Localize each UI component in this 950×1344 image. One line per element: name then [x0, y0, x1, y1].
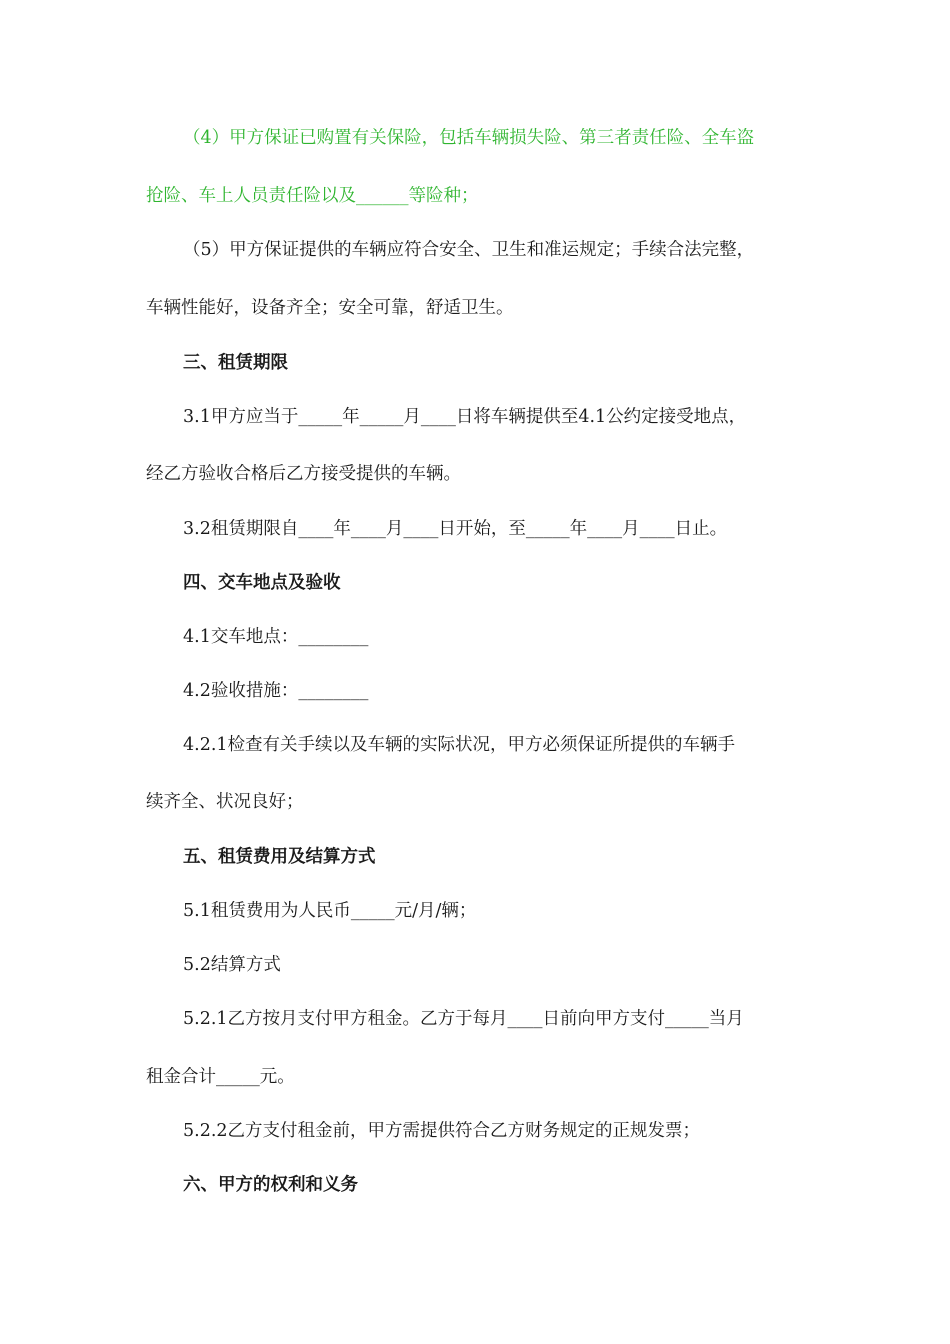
- clause-4-2: 4.2验收措施：________: [183, 681, 369, 701]
- clause-5-2-1-line-1: 5.2.1乙方按月支付甲方租金。乙方于每月____日前向甲方支付_____当月: [183, 1009, 744, 1029]
- clause-4-2-1-line-1: 4.2.1检查有关手续以及车辆的实际状况，甲方必须保证所提供的车辆手: [183, 735, 736, 755]
- section-heading-fees: 五、租赁费用及结算方式: [183, 847, 376, 867]
- clause-3-1-line-2: 经乙方验收合格后乙方接受提供的车辆。: [146, 464, 461, 484]
- section-heading-party-a-rights: 六、甲方的权利和义务: [183, 1175, 358, 1195]
- clause-4-2-4-line-2: 抢险、车上人员责任险以及______等险种；: [146, 186, 479, 206]
- clause-5-2-1-line-2: 租金合计_____元。: [146, 1067, 295, 1087]
- clause-3-1-line-1: 3.1甲方应当于_____年_____月____日将车辆提供至4.1公约定接受地点，: [183, 407, 747, 427]
- section-heading-delivery: 四、交车地点及验收: [183, 573, 341, 593]
- clause-5-2: 5.2结算方式: [183, 955, 281, 975]
- clause-4-2-1-line-2: 续齐全、状况良好；: [146, 792, 304, 812]
- section-heading-lease-term: 三、租赁期限: [183, 353, 288, 373]
- clause-4-2-4-line-1: （4）甲方保证已购置有关保险，包括车辆损失险、第三者责任险、全车盗: [183, 128, 755, 148]
- clause-5-2-2: 5.2.2乙方支付租金前，甲方需提供符合乙方财务规定的正规发票；: [183, 1121, 701, 1141]
- clause-5-1: 5.1租赁费用为人民币_____元/月/辆；: [183, 901, 477, 921]
- clause-4-2-5-line-2: 车辆性能好，设备齐全；安全可靠，舒适卫生。: [146, 298, 514, 318]
- clause-4-1: 4.1交车地点：________: [183, 627, 369, 647]
- clause-3-2: 3.2租赁期限自____年____月____日开始，至_____年____月____日止。: [183, 519, 728, 539]
- clause-4-2-5-line-1: （5）甲方保证提供的车辆应符合安全、卫生和准运规定；手续合法完整，: [183, 240, 755, 260]
